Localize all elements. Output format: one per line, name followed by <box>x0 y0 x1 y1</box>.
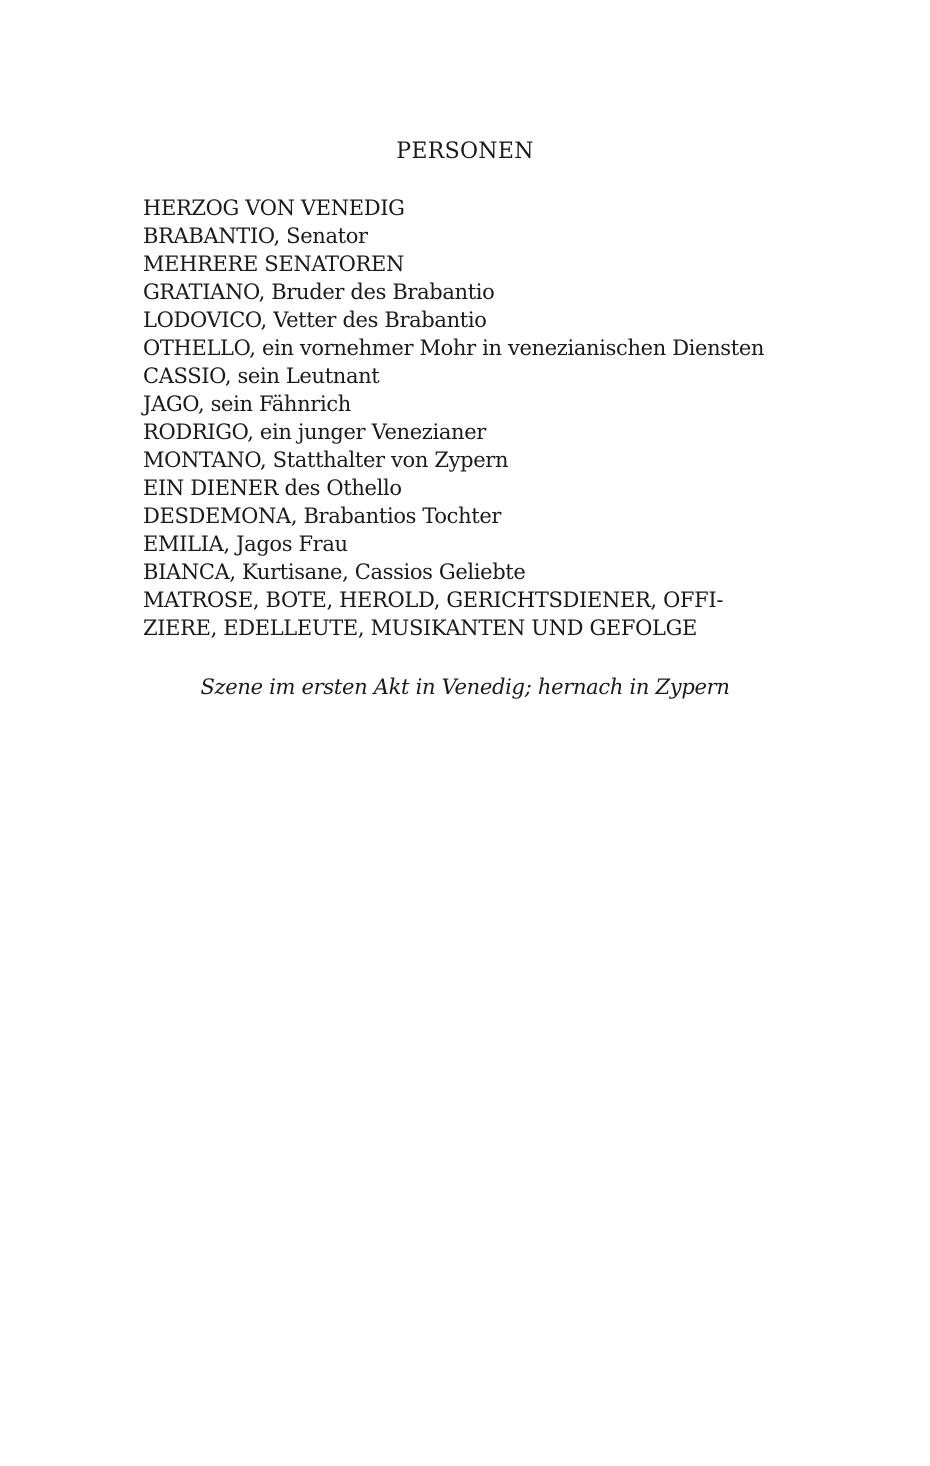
page-heading: PERSONEN <box>396 139 534 164</box>
cast-entry: OTHELLO, ein vornehmer Mohr in venezianischen Diensten <box>143 336 765 360</box>
cast-entry: DESDEMONA, Brabantios Tochter <box>143 504 502 528</box>
cast-entry: EIN DIENER des Othello <box>143 476 402 500</box>
cast-entry: MATROSE, BOTE, HEROLD, GERICHTSDIENER, OFFI- <box>143 588 724 612</box>
cast-entry: CASSIO, sein Leutnant <box>143 364 380 388</box>
cast-entry: RODRIGO, ein junger Venezianer <box>143 420 486 444</box>
cast-list <box>143 194 803 642</box>
cast-entry: MONTANO, Statthalter von Zypern <box>143 448 509 472</box>
cast-entry: GRATIANO, Bruder des Brabantio <box>143 280 495 304</box>
scene-note: Szene im ersten Akt in Venedig; hernach in Zypern <box>200 675 730 699</box>
cast-entry: JAGO, sein Fähnrich <box>143 392 351 416</box>
cast-entry: MEHRERE SENATOREN <box>143 252 405 276</box>
cast-entry: EMILIA, Jagos Frau <box>143 532 348 556</box>
cast-entry: HERZOG VON VENEDIG <box>143 196 405 220</box>
cast-entry: BRABANTIO, Senator <box>143 224 368 248</box>
cast-entry: BIANCA, Kurtisane, Cassios Geliebte <box>143 560 526 584</box>
cast-entry: ZIERE, EDELLEUTE, MUSIKANTEN UND GEFOLGE <box>143 616 697 640</box>
cast-entry: LODOVICO, Vetter des Brabantio <box>143 308 487 332</box>
